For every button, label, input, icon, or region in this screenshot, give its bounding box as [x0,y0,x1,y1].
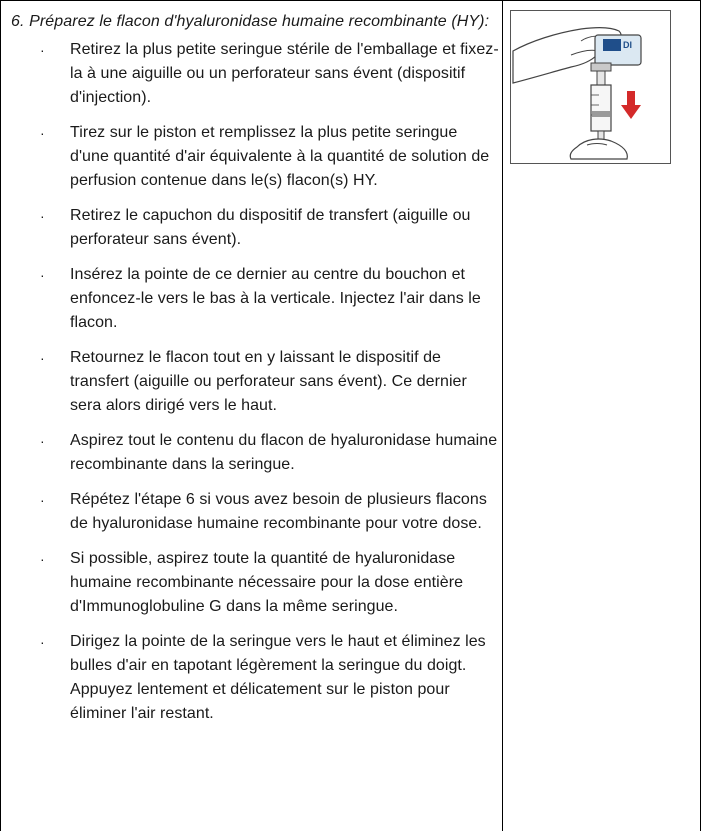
list-item [11,121,499,193]
list-item [11,263,499,335]
list-item [11,429,499,477]
bullet-dot: · [40,42,45,58]
syringe-illustration [510,10,671,164]
table-left-border [0,0,1,831]
arrow-head [621,105,641,119]
vial-cap [591,63,611,71]
vial-label: DI [623,40,632,50]
table-top-border [0,0,701,1]
bullet-dot: · [40,433,45,449]
list-item-text: Retournez le flacon tout en y laissant le dispositif de transfert (aiguille ou perforateur sans évent). Ce dernier sera alors dirigé vers le haut. [70,349,467,414]
syringe-barrel [591,85,611,131]
bullet-dot: · [40,208,45,224]
table-column-divider [502,0,503,831]
list-item [11,488,499,536]
list-item-text: Dirigez la pointe de la seringue vers le haut et éliminez les bulles d'air en tapotant légèrement la seringue du doigt. Appuyez lentement et délicatement sur le piston pour éliminer l'air restant. [70,633,486,722]
list-item [11,38,499,110]
arrow-shaft [627,91,635,105]
list-item [11,204,499,252]
step-list [11,38,499,726]
bullet-dot: · [40,551,45,567]
list-item-text: Retirez la plus petite seringue stérile de l'emballage et fixez-la à une aiguille ou un perforateur sans évent (dispositif d'injection). [70,41,499,106]
bullet-dot: · [40,125,45,141]
list-item-text: Retirez le capuchon du dispositif de transfert (aiguille ou perforateur sans évent). [70,207,471,248]
table-right-border [700,0,701,831]
syringe-drawing [511,11,670,163]
list-item-text: Si possible, aspirez toute la quantité de hyaluronidase humaine recombinante nécessaire pour la dose entière d'Immunoglobuline G dans la même seringue. [70,550,464,615]
list-item [11,547,499,619]
instruction-column [11,10,499,737]
list-item-text: Insérez la pointe de ce dernier au centre du bouchon et enfoncez-le vers le bas à la verticale. Injectez l'air dans le flacon. [70,266,481,331]
bullet-dot: · [40,492,45,508]
needle-hub [597,71,605,85]
bullet-dot: · [40,267,45,283]
vial-label-block [603,39,621,51]
bullet-dot: · [40,634,45,650]
list-item-text: Aspirez tout le contenu du flacon de hyaluronidase humaine recombinante dans la seringue. [70,432,498,473]
list-item-text: Répétez l'étape 6 si vous avez besoin de plusieurs flacons de hyaluronidase humaine recombinante pour votre dose. [70,491,487,532]
bullet-dot: · [40,350,45,366]
list-item-text: Tirez sur le piston et remplissez la plus petite seringue d'une quantité d'air équivalente à la quantité de solution de perfusion contenue dans le(s) flacon(s) HY. [70,124,490,189]
list-item [11,630,499,726]
hand-icon [570,139,627,159]
plunger-seal [592,111,610,117]
list-item [11,346,499,418]
down-arrow-icon [621,91,641,119]
step-heading: 6. Préparez le flacon d'hyaluronidase humaine recombinante (HY): [11,13,490,30]
